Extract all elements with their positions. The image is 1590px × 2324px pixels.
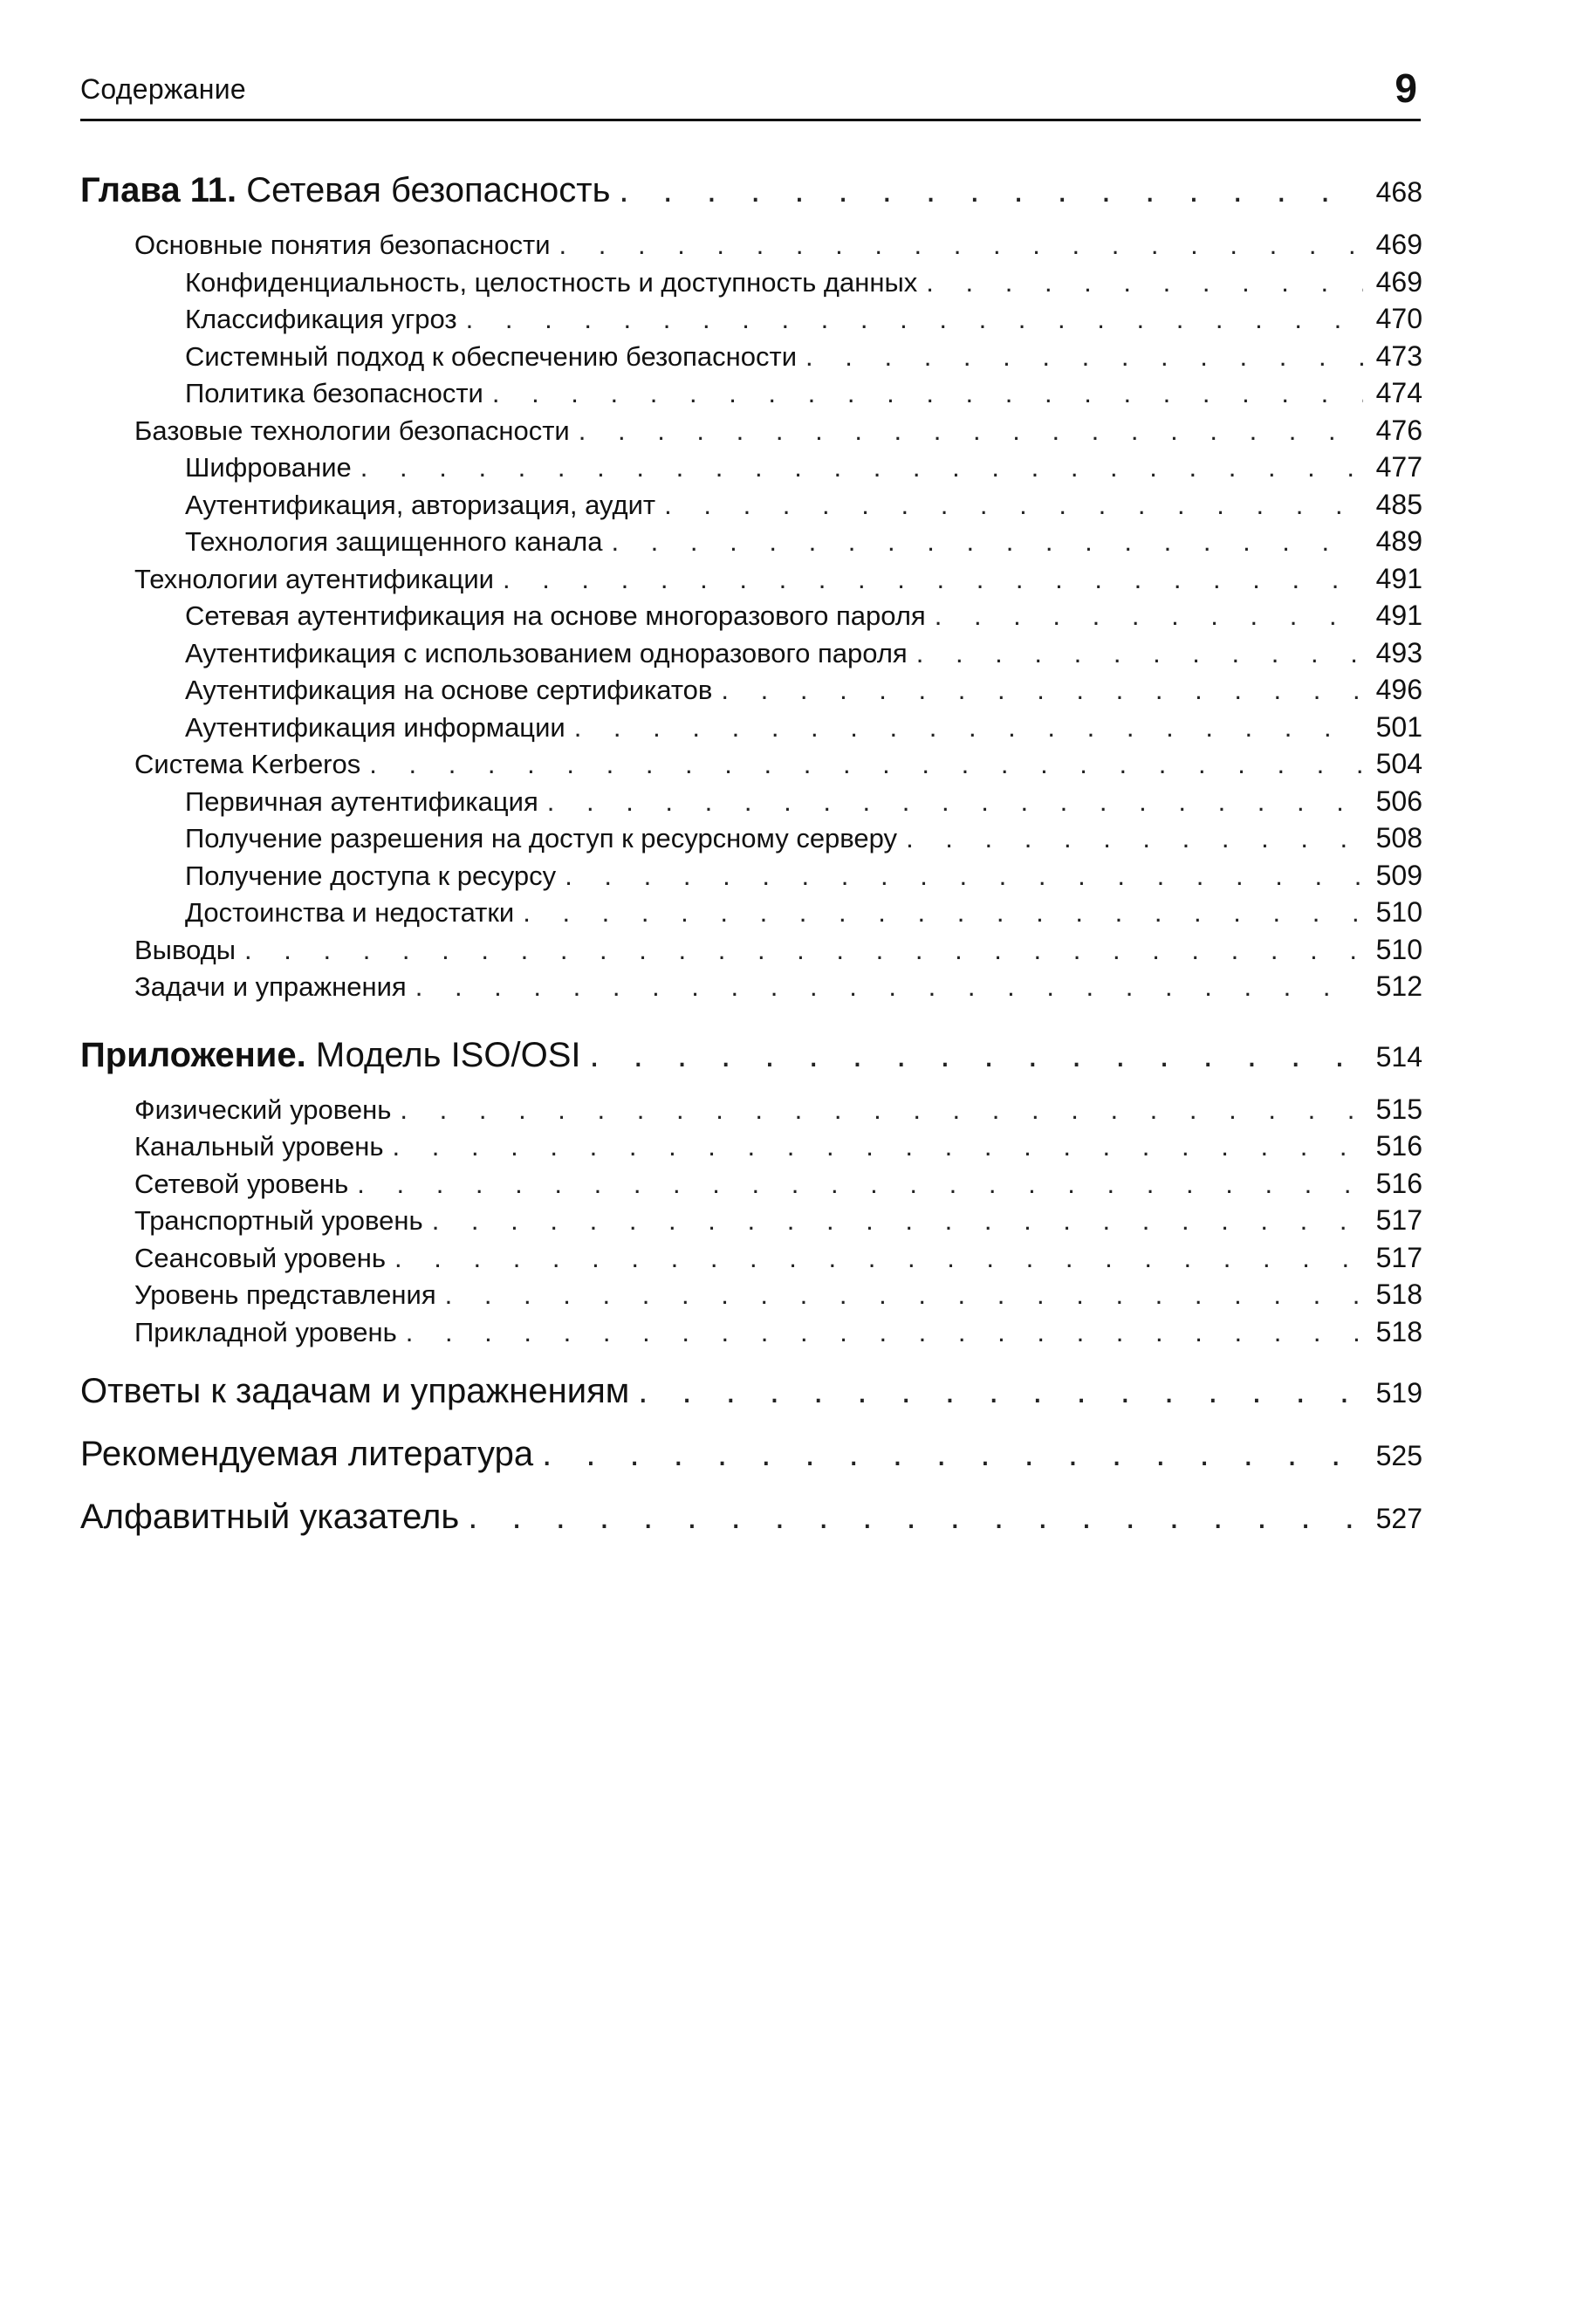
toc-entry-label: Рекомендуемая литература — [80, 1435, 534, 1473]
toc-page-number: 519 — [1375, 1377, 1422, 1409]
toc-entry-label: Выводы — [134, 934, 236, 965]
toc-appendix-label — [80, 1036, 581, 1075]
toc-entry[interactable] — [80, 1130, 1422, 1168]
dot-leader — [916, 638, 1363, 669]
dot-leader — [547, 786, 1363, 818]
toc-entry-label: Конфиденциальность, целостность и доступность данных — [185, 266, 918, 298]
dot-leader — [579, 415, 1363, 447]
toc-page-number: 468 — [1375, 176, 1422, 208]
toc-appendix-title: Модель ISO/OSI — [315, 1035, 581, 1074]
dot-leader — [357, 1169, 1363, 1200]
toc-entry-label: Система Kerberos — [134, 749, 361, 779]
toc-entry-label: Уровень представления — [134, 1279, 436, 1310]
toc-entry-label: Получение разрешения на доступ к ресурсному серверу — [185, 823, 898, 854]
toc-page-number: 491 — [1375, 600, 1422, 631]
dot-leader — [559, 230, 1363, 261]
dot-leader — [574, 712, 1363, 744]
toc-entry[interactable] — [80, 563, 1422, 600]
toc-page-number: 510 — [1375, 933, 1422, 965]
toc-page-number: 527 — [1375, 1503, 1422, 1534]
toc-entry[interactable] — [80, 303, 1422, 340]
toc-entry-label: Получение доступа к ресурсу — [185, 860, 557, 891]
toc-entry-label: Аутентификация на основе сертификатов — [185, 675, 713, 705]
toc-page-number: 489 — [1375, 525, 1422, 557]
toc-page-number: 504 — [1375, 748, 1422, 779]
toc-chapter-title: Сетевая безопасность — [246, 171, 611, 209]
toc-entry-label: Физический уровень — [134, 1093, 392, 1125]
toc-page-number: 517 — [1375, 1241, 1422, 1273]
toc-entry[interactable] — [80, 415, 1422, 452]
toc-entry-label: Базовые технологии безопасности — [134, 415, 570, 446]
toc-entry[interactable] — [80, 451, 1422, 489]
toc-page-number: 474 — [1375, 377, 1422, 408]
dot-leader — [805, 341, 1363, 373]
toc-page-number: 516 — [1375, 1167, 1422, 1199]
toc-page-number: 510 — [1375, 896, 1422, 928]
toc-chapter-label — [80, 171, 610, 210]
toc-entry[interactable] — [80, 1242, 1422, 1279]
toc-page-number: 469 — [1375, 229, 1422, 260]
toc-entry-label: Ответы к задачам и упражнениям — [80, 1372, 630, 1410]
toc-entry[interactable] — [80, 600, 1422, 637]
toc-entry-label: Шифрование — [185, 452, 352, 483]
toc-page-number: 469 — [1375, 265, 1422, 298]
toc-page-number: 476 — [1375, 414, 1422, 446]
toc-entry[interactable] — [80, 229, 1422, 266]
dot-leader — [244, 935, 1363, 966]
running-title: Содержание — [80, 73, 247, 105]
toc-page-number: 477 — [1375, 451, 1422, 483]
toc-entry-label: Аутентификация с использованием одноразового пароля — [185, 637, 908, 668]
toc-entry[interactable] — [80, 674, 1422, 711]
toc-entry[interactable] — [80, 711, 1422, 749]
toc-chapter-heading[interactable] — [80, 171, 1422, 229]
dot-leader — [565, 860, 1363, 892]
toc-entry[interactable] — [80, 822, 1422, 860]
toc-entry-label: Классификация угроз — [185, 304, 457, 334]
toc-appendix-heading[interactable] — [80, 1036, 1422, 1093]
section-spacer — [80, 1008, 1422, 1036]
toc-page-number: 508 — [1375, 822, 1422, 854]
section-spacer — [80, 1353, 1422, 1372]
dot-leader — [445, 1279, 1363, 1311]
toc-entry-label: Технологии аутентификации — [134, 563, 494, 594]
toc-entry[interactable] — [80, 748, 1422, 785]
dot-leader — [415, 971, 1363, 1003]
dot-leader — [721, 675, 1363, 706]
running-header — [80, 63, 1421, 121]
toc-page-number: 516 — [1375, 1130, 1422, 1162]
toc-backmatter-entry[interactable] — [80, 1372, 1422, 1435]
toc-entry-label: Транспортный уровень — [134, 1205, 423, 1236]
dot-leader — [406, 1317, 1363, 1348]
toc-entry[interactable] — [80, 489, 1422, 526]
toc-entry[interactable] — [80, 934, 1422, 971]
dot-leader — [360, 452, 1363, 483]
toc-entry-label: Задачи и упражнения — [134, 971, 407, 1002]
dot-leader — [638, 1372, 1363, 1411]
toc-page-number: 506 — [1375, 785, 1422, 817]
toc-page-number: 493 — [1375, 636, 1422, 668]
dot-leader — [468, 1498, 1363, 1537]
toc-entry[interactable] — [80, 1279, 1422, 1316]
toc-entry-label: Алфавитный указатель — [80, 1498, 460, 1536]
toc-entry[interactable] — [80, 377, 1422, 415]
toc-entry[interactable] — [80, 266, 1422, 304]
toc-entry-label: Системный подход к обеспечению безопасности — [185, 340, 798, 372]
toc-chapter-prefix: Глава 11. — [80, 171, 237, 209]
toc-page-number: 525 — [1375, 1440, 1422, 1471]
toc-entry[interactable] — [80, 896, 1422, 934]
dot-leader — [466, 304, 1363, 335]
toc-page-number: 509 — [1375, 859, 1422, 891]
toc-entry[interactable] — [80, 1316, 1422, 1354]
dot-leader — [935, 600, 1363, 632]
toc-entry[interactable] — [80, 970, 1422, 1008]
toc-entry-label: Сетевая аутентификация на основе многоразового пароля — [185, 600, 926, 631]
dot-leader — [611, 526, 1363, 558]
dot-leader — [664, 490, 1363, 521]
toc-page-number: 501 — [1375, 710, 1422, 743]
dot-leader — [523, 897, 1363, 929]
dot-leader — [926, 267, 1363, 298]
table-of-contents — [80, 171, 1422, 1560]
toc-entry-label: Политика безопасности — [185, 378, 483, 408]
dot-leader — [590, 1036, 1364, 1075]
toc-page-number: 518 — [1375, 1315, 1422, 1347]
dot-leader — [393, 1131, 1364, 1162]
dot-leader — [432, 1205, 1363, 1237]
toc-entry[interactable] — [80, 1093, 1422, 1131]
toc-entry-label: Первичная аутентификация — [185, 785, 538, 817]
toc-page-number: 515 — [1375, 1093, 1422, 1125]
dot-leader — [492, 378, 1363, 409]
toc-backmatter-entry[interactable] — [80, 1498, 1422, 1560]
toc-entry-label: Сеансовый уровень — [134, 1242, 387, 1273]
dot-leader — [542, 1435, 1363, 1474]
toc-page-number: 491 — [1375, 562, 1422, 594]
toc-entry[interactable] — [80, 1204, 1422, 1242]
dot-leader — [906, 823, 1363, 854]
toc-page-number: 485 — [1375, 488, 1422, 520]
toc-entry-label: Прикладной уровень — [134, 1316, 397, 1347]
page-number: 9 — [1395, 65, 1417, 111]
toc-page-number: 518 — [1375, 1279, 1422, 1310]
toc-entry-label: Основные понятия безопасности — [134, 230, 551, 260]
toc-entry[interactable] — [80, 637, 1422, 675]
toc-entry-label: Технология защищенного канала — [185, 526, 603, 557]
dot-leader — [394, 1243, 1363, 1274]
toc-entry[interactable] — [80, 525, 1422, 563]
toc-entry-label: Канальный уровень — [134, 1131, 384, 1162]
toc-appendix-prefix: Приложение. — [80, 1035, 306, 1074]
toc-page-number: 517 — [1375, 1204, 1422, 1236]
dot-leader — [400, 1094, 1363, 1126]
toc-entry-label: Достоинства и недостатки — [185, 897, 515, 928]
toc-entry[interactable] — [80, 860, 1422, 897]
dot-leader — [369, 749, 1363, 780]
toc-entry-label: Аутентификация информации — [185, 711, 565, 743]
toc-entry-label: Сетевой уровень — [134, 1168, 349, 1199]
toc-backmatter-entry[interactable] — [80, 1435, 1422, 1498]
toc-page-number: 470 — [1375, 303, 1422, 334]
dot-leader — [619, 171, 1363, 210]
toc-entry-label: Аутентификация, авторизация, аудит — [185, 489, 656, 520]
toc-entry[interactable] — [80, 340, 1422, 378]
toc-entry[interactable] — [80, 1168, 1422, 1205]
toc-page-number: 473 — [1375, 339, 1422, 372]
toc-page-number: 514 — [1375, 1040, 1422, 1073]
toc-page-number: 512 — [1375, 970, 1422, 1002]
toc-entry[interactable] — [80, 785, 1422, 823]
dot-leader — [503, 564, 1363, 595]
toc-page-number: 496 — [1375, 674, 1422, 705]
